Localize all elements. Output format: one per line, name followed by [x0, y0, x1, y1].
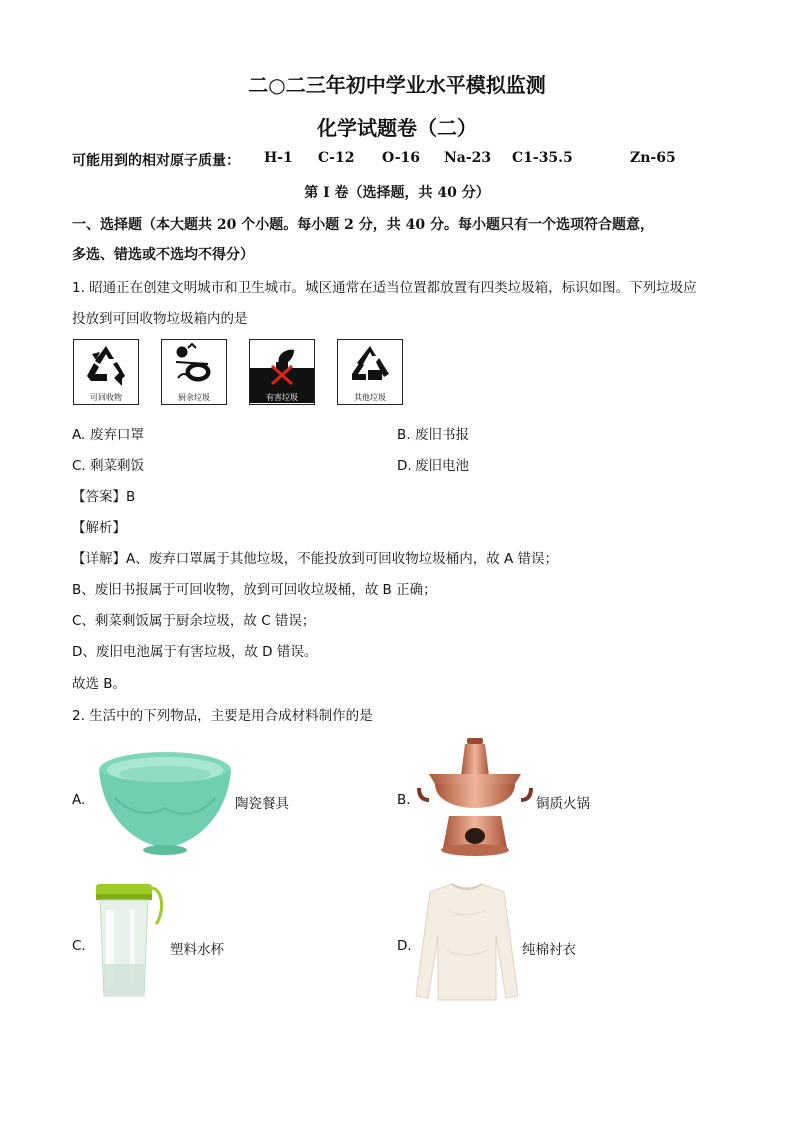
q2-option-d-letter[interactable]: D. — [397, 938, 412, 954]
atomic-mass-item: C-12 — [318, 150, 355, 166]
conclusion: 故选 B。 — [72, 676, 127, 692]
option-c[interactable] — [72, 454, 144, 474]
question-1-stem: 1. 昭通正在创建文明城市和卫生城市。城区通常在适当位置都放置有四类垃圾箱，标识如图。下列垃圾应 — [72, 280, 697, 296]
q2-option-d-text: 纯棉衬衣 — [522, 942, 576, 958]
atomic-mass-item: H-1 — [264, 150, 293, 166]
option-text: 废旧书报 — [415, 427, 469, 443]
analysis-label: 【解析】 — [72, 520, 126, 536]
detail-text: A、废弃口罩属于其他垃圾，不能投放到可回收物垃圾桶内，故 A 错误； — [126, 551, 559, 567]
icon-caption: 厨余垃圾 — [178, 393, 210, 402]
page-title: 二○二三年初中学业水平模拟监测 — [248, 73, 546, 97]
detail-line: C、剩菜剩饭属于厨余垃圾，故 C 错误； — [72, 613, 316, 629]
recycle-icon — [73, 339, 139, 405]
option-b[interactable] — [397, 423, 469, 443]
hazardous-waste-icon — [249, 339, 315, 405]
option-letter: A. — [72, 427, 86, 443]
q2-option-c-letter[interactable]: C. — [72, 938, 86, 954]
other-waste-icon — [337, 339, 403, 405]
q2-option-b-letter[interactable]: B. — [397, 792, 411, 808]
option-text: 废弃口罩 — [90, 427, 144, 443]
icon-caption: 其他垃圾 — [354, 393, 386, 402]
option-text: 剩菜剩饭 — [90, 458, 144, 474]
option-text: 废旧电池 — [415, 458, 469, 474]
answer-line — [72, 485, 135, 505]
icon-caption: 可回收物 — [90, 393, 122, 402]
atomic-mass-item: Na-23 — [444, 150, 492, 166]
detail-line: B、废旧书报属于可回收物，放到可回收垃圾桶，故 B 正确； — [72, 582, 437, 598]
icon-caption: 有害垃圾 — [250, 392, 314, 403]
option-a[interactable] — [72, 423, 144, 443]
section-instruction: 一、选择题（本大题共 20 个小题。每小题 2 分，共 40 分。每小题只有一个选项符合题意， — [72, 217, 654, 233]
detail-line — [72, 547, 558, 567]
ceramic-bowl-image — [95, 748, 235, 858]
answer-value: B — [126, 489, 136, 505]
plastic-cup-image — [90, 880, 166, 1004]
q2-option-a-text: 陶瓷餐具 — [235, 796, 289, 812]
kitchen-waste-icon — [161, 339, 227, 405]
answer-label: 【答案】 — [72, 489, 126, 505]
option-letter: D. — [397, 458, 412, 474]
section-title: 第 I 卷（选择题，共 40 分） — [304, 185, 490, 201]
q2-option-a-letter[interactable]: A. — [72, 792, 86, 808]
question-1-stem-cont: 投放到可回收物垃圾箱内的是 — [72, 311, 248, 327]
atomic-mass-item: O-16 — [382, 150, 421, 166]
atomic-mass-item: C1-35.5 — [512, 150, 573, 166]
option-letter: C. — [72, 458, 86, 474]
detail-label: 【详解】 — [72, 551, 126, 567]
atomic-mass-line — [72, 150, 752, 170]
page-subtitle: 化学试题卷（二） — [317, 116, 477, 140]
detail-line: D、废旧电池属于有害垃圾，故 D 错误。 — [72, 644, 318, 660]
q2-option-b-text: 铜质火锅 — [536, 796, 590, 812]
q2-option-c-text: 塑料水杯 — [170, 942, 224, 958]
section-instruction-cont: 多选、错选或不选均不得分） — [72, 247, 254, 263]
option-d[interactable] — [397, 454, 469, 474]
copper-hotpot-image — [415, 736, 535, 861]
option-letter: B. — [397, 427, 411, 443]
atomic-mass-label: 可能用到的相对原子质量： — [72, 153, 240, 169]
atomic-mass-item: Zn-65 — [630, 150, 676, 166]
cotton-sweater-image — [412, 880, 522, 1004]
question-2-stem: 2. 生活中的下列物品，主要是用合成材料制作的是 — [72, 708, 373, 724]
